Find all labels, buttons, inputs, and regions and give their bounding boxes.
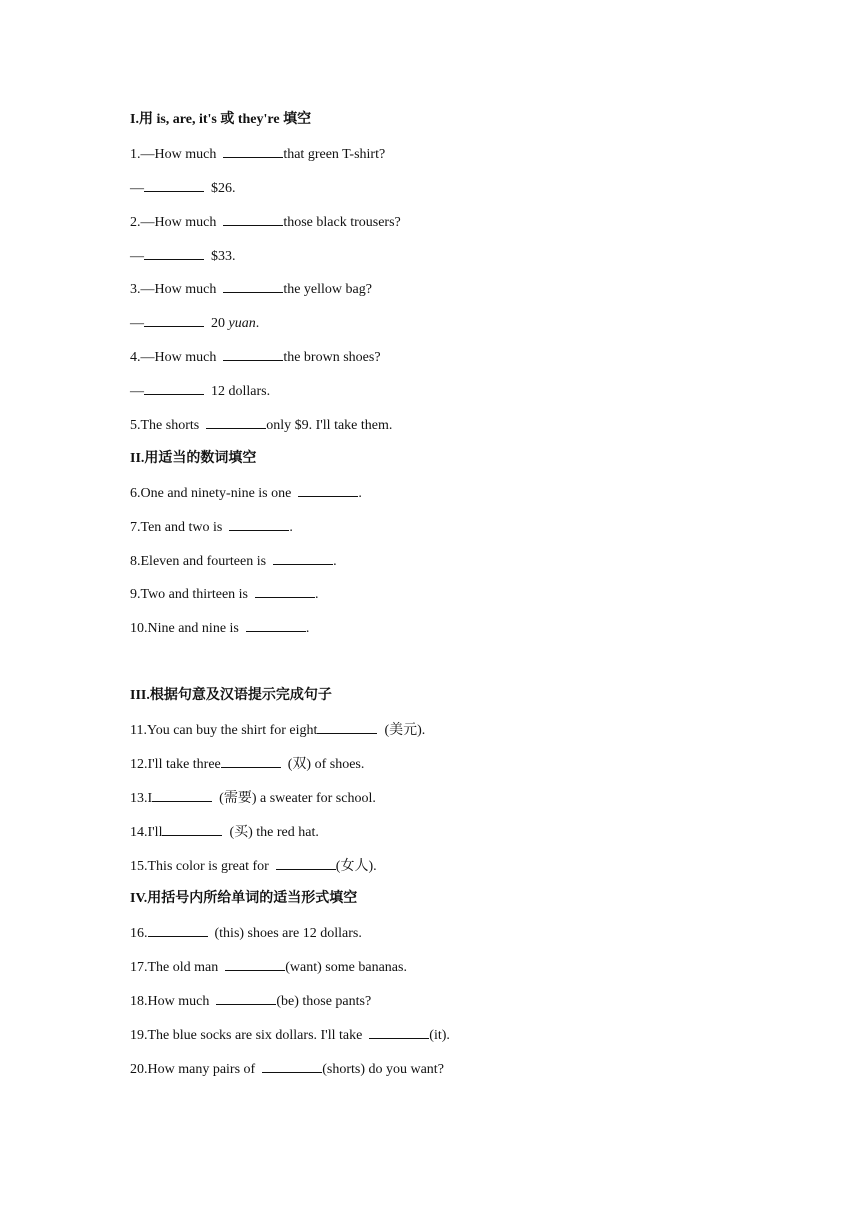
question-text: 13.I [130, 790, 153, 806]
question-line [130, 1025, 730, 1045]
answer-blank[interactable] [144, 313, 204, 327]
answer-blank[interactable] [229, 517, 289, 531]
question-text: (it). [429, 1028, 450, 1044]
question-text: (女人). [335, 858, 377, 874]
question-line [130, 788, 730, 808]
question-line [130, 279, 730, 299]
answer-blank[interactable] [223, 347, 283, 361]
question-text: the yellow bag? [283, 282, 372, 298]
worksheet [130, 110, 730, 1093]
answer-blank[interactable] [144, 178, 204, 192]
answer-line [130, 178, 730, 198]
question-line [130, 618, 730, 638]
question-text: . [305, 621, 310, 637]
question-text: 8.Eleven and fourteen is [130, 553, 274, 569]
question-text: 17.The old man [130, 960, 226, 976]
answer-blank[interactable] [223, 279, 283, 293]
question-line [130, 957, 730, 977]
dash: — [130, 316, 144, 332]
answer-blank[interactable] [144, 381, 204, 395]
question-text: . [333, 553, 337, 569]
question-text: $33. [204, 248, 236, 264]
question-text: 4.—How much [130, 350, 224, 366]
question-text: 16. [130, 926, 148, 942]
answer-line [130, 246, 730, 266]
question-text: (this) shoes are 12 dollars. [207, 926, 362, 942]
dash: — [130, 248, 144, 264]
section-heading-2: II.用适当的数词填空 [130, 450, 257, 466]
question-text: those black trousers? [283, 214, 401, 230]
answer-blank[interactable] [246, 618, 306, 632]
question-text: 19.The blue socks are six dollars. I'll take [130, 1028, 370, 1044]
question-text: (买) the red hat. [222, 824, 319, 840]
answer-blank[interactable] [162, 822, 222, 836]
answer-blank[interactable] [255, 584, 315, 598]
question-text: only $9. I'll take them. [266, 418, 393, 434]
question-line [130, 822, 730, 842]
question-text: $26. [204, 180, 236, 196]
question-text: (美元). [377, 723, 426, 739]
dash: — [130, 180, 144, 196]
question-text: 14.I'll [130, 824, 163, 840]
italic-word: yuan [228, 316, 256, 332]
answer-blank[interactable] [298, 483, 358, 497]
question-line [130, 517, 730, 537]
question-text: the brown shoes? [283, 350, 381, 366]
answer-blank[interactable] [223, 144, 283, 158]
question-line [130, 483, 730, 503]
section-heading-1: I.用 is, are, it's 或 they're 填空 [130, 112, 312, 127]
answer-blank[interactable] [273, 551, 333, 565]
answer-blank[interactable] [206, 415, 266, 429]
answer-blank[interactable] [369, 1025, 429, 1039]
question-text: 5.The shorts [130, 418, 207, 434]
section-heading-3: III.根据句意及汉语提示完成句子 [130, 688, 332, 704]
question-line [130, 415, 730, 435]
question-text: 2.—How much [130, 214, 224, 230]
question-text: 10.Nine and nine is [130, 621, 246, 637]
answer-blank[interactable] [152, 788, 212, 802]
question-text: . [255, 316, 260, 332]
question-text: . [315, 587, 319, 603]
question-line [130, 584, 730, 604]
question-text: (shorts) do you want? [322, 1061, 444, 1077]
question-line [130, 754, 730, 774]
question-text: (want) some bananas. [285, 960, 407, 976]
question-text: 18.How much [130, 994, 217, 1010]
section-spacer [130, 652, 730, 686]
answer-blank[interactable] [221, 754, 281, 768]
question-line [130, 856, 730, 876]
dash: — [130, 384, 144, 400]
question-text: (双) of shoes. [280, 756, 365, 772]
question-text: 15.This color is great for [130, 858, 276, 874]
question-text: 20 [204, 316, 229, 332]
question-text: 3.—How much [130, 282, 224, 298]
answer-blank[interactable] [225, 957, 285, 971]
question-text: 12.I'll take three [130, 756, 221, 772]
section-heading-4: IV.用括号内所给单词的适当形式填空 [130, 891, 358, 907]
answer-blank[interactable] [317, 720, 377, 734]
answer-line [130, 313, 730, 333]
question-line [130, 1059, 730, 1079]
question-line [130, 347, 730, 367]
question-text: (需要) a sweater for school. [212, 790, 376, 806]
question-line [130, 551, 730, 571]
question-text: . [358, 485, 362, 501]
answer-blank[interactable] [216, 991, 276, 1005]
question-text: that green T-shirt? [283, 146, 386, 162]
question-text: . [289, 519, 293, 535]
question-text: 9.Two and thirteen is [130, 587, 255, 603]
question-text: 7.Ten and two is [130, 519, 230, 535]
answer-blank[interactable] [148, 923, 208, 937]
question-line [130, 991, 730, 1011]
question-text: 6.One and ninety-nine is one [130, 485, 299, 501]
answer-blank[interactable] [223, 212, 283, 226]
question-line [130, 720, 730, 740]
answer-line [130, 381, 730, 401]
question-text: 12 dollars. [204, 384, 271, 400]
question-text: 11.You can buy the shirt for eight [130, 723, 318, 739]
question-text: (be) those pants? [276, 994, 372, 1010]
question-text: 1.—How much [130, 146, 224, 162]
question-line [130, 144, 730, 164]
question-text: 20.How many pairs of [130, 1061, 263, 1077]
question-line [130, 923, 730, 943]
answer-blank[interactable] [276, 856, 336, 870]
question-line [130, 212, 730, 232]
answer-blank[interactable] [144, 246, 204, 260]
answer-blank[interactable] [262, 1059, 322, 1073]
